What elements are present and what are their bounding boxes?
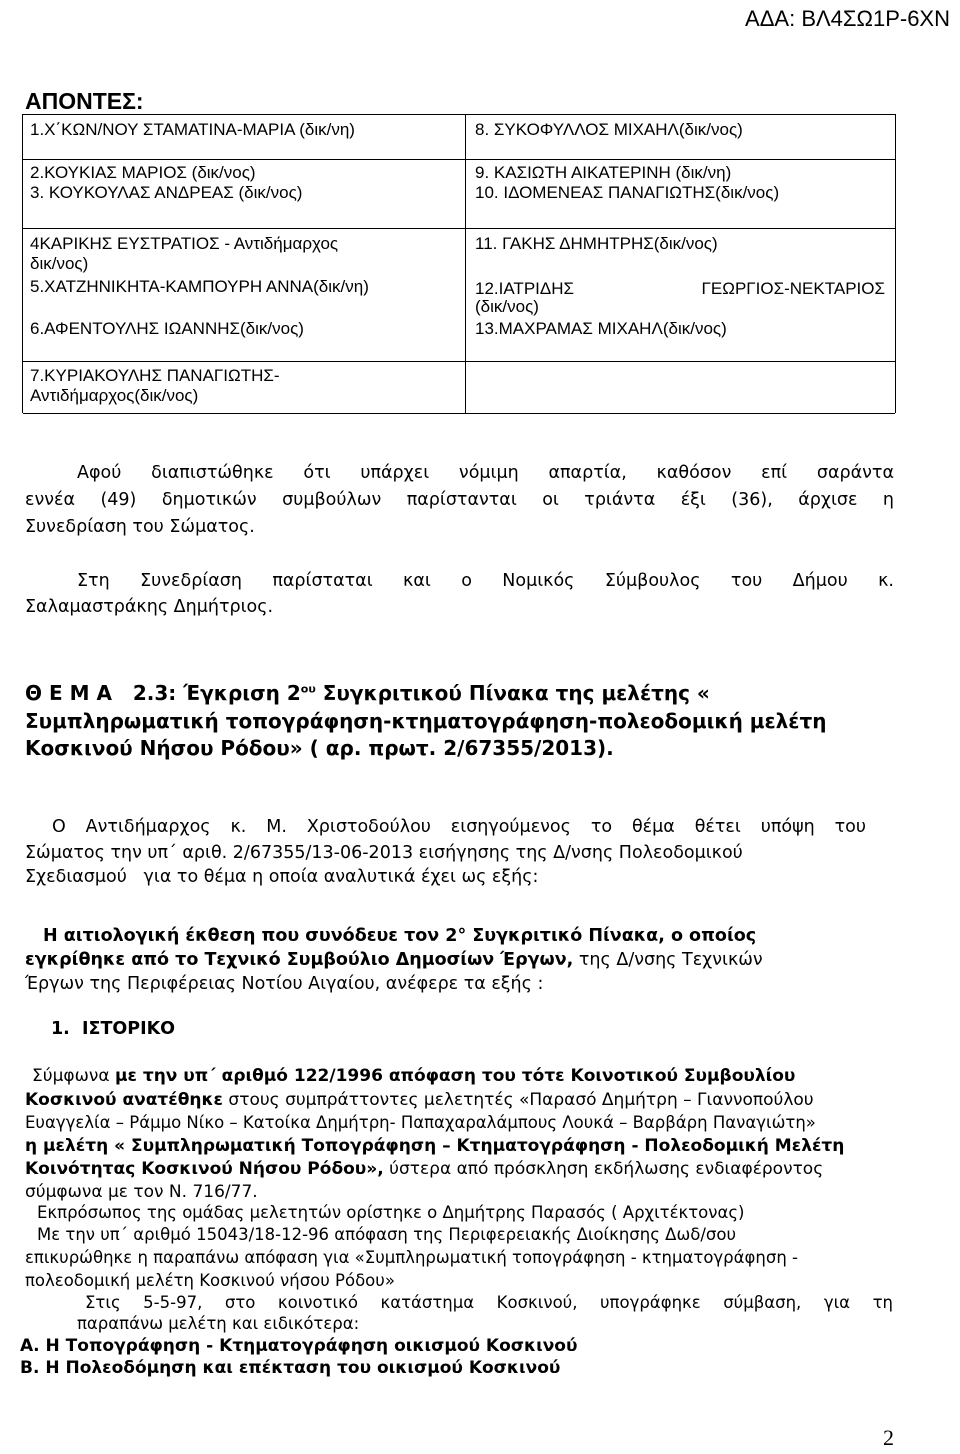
history-line: Κοσκινού ανατέθηκε στους συμπράττοντες μελετητές «Παρασό Δημήτρη – Γιαννοπούλου (25, 1090, 814, 1110)
history-line: πολεοδομική μελέτη Κοσκινού νήσου Ρόδου» (25, 1271, 395, 1290)
absent-table (22, 114, 896, 413)
history-line: επικυρώθηκε η παραπάνω απόφαση για «Συμπληρωματική τοπογράφηση - κτηματογράφηση - (25, 1248, 798, 1267)
intro-line: Σώματος την υπ΄ αριθ. 2/67355/13-06-2013 εισήγησης της Δ/νσης Πολεοδομικού (25, 843, 743, 863)
absent-member: 8. ΣΥΚΟΦΥΛΛΟΣ ΜΙΧΑΗΛ(δικ/νος) (475, 120, 743, 139)
absent-member: 6.ΑΦΕΝΤΟΥΛΗΣ ΙΩΑΝΝΗΣ(δικ/νος) (30, 319, 304, 338)
quorum-line: Συνεδρίαση του Σώματος. (25, 517, 255, 537)
absent-member: 7.ΚΥΡΙΑΚΟΥΛΗΣ ΠΑΝΑΓΙΩΤΗΣ- (30, 366, 280, 385)
history-line: Εκπρόσωπος της ομάδας μελετητών ορίστηκε ο Δημήτρης Παρασός ( Αρχιτέκτονας) (37, 1203, 745, 1222)
absent-member: 11. ΓΑΚΗΣ ΔΗΜΗΤΡΗΣ(δικ/νος) (475, 234, 718, 253)
table-row (23, 361, 895, 414)
history-line: Στις 5-5-97, στο κοινοτικό κατάστημα Κοσκινού, υπογράφηκε σύμβαση, για τη (85, 1293, 893, 1312)
absent-member: 12.ΙΑΤΡΙΔΗΣ (475, 279, 575, 298)
section-title: 1. ΙΣΤΟΡΙΚΟ (51, 1019, 176, 1039)
theme-title: Κοσκινού Νήσου Ρόδου» ( αρ. πρωτ. 2/67355/2013). (25, 736, 614, 760)
report-line: Η αιτιολογική έκθεση που συνόδευε τον 2° Συγκριτικό Πίνακα, ο οποίος (43, 926, 757, 946)
history-line: παραπάνω μελέτη και ειδικότερα: (77, 1314, 360, 1333)
table-row (23, 228, 895, 341)
theme-title: Συμπληρωματική τοπογράφηση-κτηματογράφηση-πολεοδομική μελέτη (25, 709, 827, 733)
history-item-a: Α. Η Τοπογράφηση - Κτηματογράφηση οικισμού Κοσκινού (20, 1336, 578, 1356)
absent-member-cont: (δικ/νος) (475, 297, 539, 316)
legal-advisor-line: Στη Συνεδρίαση παρίσταται και ο Νομικός Σύμβουλος του Δήμου κ. (77, 571, 894, 591)
intro-line: Ο Αντιδήμαρχος κ. Μ. Χριστοδούλου εισηγούμενος το θέμα θέτει υπόψη του (52, 817, 866, 837)
history-line: Με την υπ΄ αριθμό 15043/18-12-96 απόφαση της Περιφερειακής Διοίκησης Δωδ/σου (37, 1225, 737, 1244)
history-line: Κοινότητας Κοσκινού Νήσου Ρόδου», ύστερα από πρόσκληση εκδήλωσης ενδιαφέροντος (25, 1159, 824, 1179)
intro-line: Σχεδιασμού για το θέμα η οποία αναλυτικά έχει ως εξής: (25, 867, 539, 887)
history-line: Σύμφωνα με την υπ΄ αριθμό 122/1996 απόφαση του τότε Κοινοτικού Συμβουλίου (32, 1066, 796, 1086)
ada-code: ΑΔΑ: ΒΛ4ΣΩ1Ρ-6ΧΝ (745, 6, 950, 31)
theme-title: Θ Ε Μ Α 2.3: Έγκριση $2^{o\upsilon}$ Συγκριτικού Πίνακα της μελέτης « (25, 681, 710, 705)
table-row (23, 114, 895, 146)
history-line: σύμφωνα με τον Ν. 716/77. (25, 1182, 258, 1202)
absent-member: 1.Χ΄ΚΩΝ/ΝΟΥ ΣΤΑΜΑΤΙΝΑ-ΜΑΡΙΑ (δικ/νη) (30, 120, 355, 139)
quorum-line: Αφού διαπιστώθηκε ότι υπάρχει νόμιμη απαρτία, καθόσον επί σαράντα (77, 463, 894, 483)
absent-member-cont: Αντιδήμαρχος(δικ/νος) (30, 386, 199, 405)
absent-member: 9. ΚΑΣΙΩΤΗ ΑΙΚΑΤΕΡΙΝΗ (δικ/νη) (475, 163, 732, 182)
absent-member: 3. ΚΟΥΚΟΥΛΑΣ ΑΝΔΡΕΑΣ (δικ/νος) (30, 183, 303, 202)
absent-heading: ΑΠΟΝΤΕΣ: (25, 88, 144, 114)
history-line: η μελέτη « Συμπληρωματική Τοπογράφηση – Κτηματογράφηση - Πολεοδομική Μελέτη (25, 1136, 845, 1156)
report-line: Έργων της Περιφέρειας Νοτίου Αιγαίου, ανέφερε τα εξής : (25, 974, 544, 994)
absent-member: 2.ΚΟΥΚΙΑΣ ΜΑΡΙΟΣ (δικ/νος) (30, 163, 256, 182)
history-line: Ευαγγελία – Ράμμο Νίκο – Κατοίκα Δημήτρη- Παπαχαραλάμπους Λουκά – Βαρβάρη Παναγιώτη» (25, 1113, 816, 1132)
report-line: εγκρίθηκε από το Τεχνικό Συμβούλιο Δημοσίων Έργων, της Δ/νσης Τεχνικών (25, 950, 763, 970)
absent-member-cont: δικ/νος) (30, 254, 89, 273)
absent-member: 4ΚΑΡΙΚΗΣ ΕΥΣΤΡΑΤΙΟΣ - Αντιδήμαρχος (30, 234, 339, 253)
legal-advisor-line: Σαλαμαστράκης Δημήτριος. (25, 597, 274, 617)
history-item-b: Β. Η Πολεοδόμηση και επέκταση του οικισμού Κοσκινού (20, 1358, 561, 1378)
table-row (23, 159, 895, 210)
absent-member-cont: ΓΕΩΡΓΙΟΣ-ΝΕΚΤΑΡΙΟΣ (701, 279, 885, 298)
absent-member: 13.ΜΑΧΡΑΜΑΣ ΜΙΧΑΗΛ(δικ/νος) (475, 319, 727, 338)
page-number: 2 (883, 1425, 894, 1450)
quorum-line: εννέα (49) δημοτικών συμβούλων παρίστανται οι τριάντα έξι (36), άρχισε η (25, 490, 894, 510)
absent-member: 5.ΧΑΤΖΗΝΙΚΗΤΑ-ΚΑΜΠΟΥΡΗ ΑΝΝΑ(δικ/νη) (30, 277, 369, 296)
absent-member: 10. ΙΔΟΜΕΝΕΑΣ ΠΑΝΑΓΙΩΤΗΣ(δικ/νος) (475, 183, 780, 202)
